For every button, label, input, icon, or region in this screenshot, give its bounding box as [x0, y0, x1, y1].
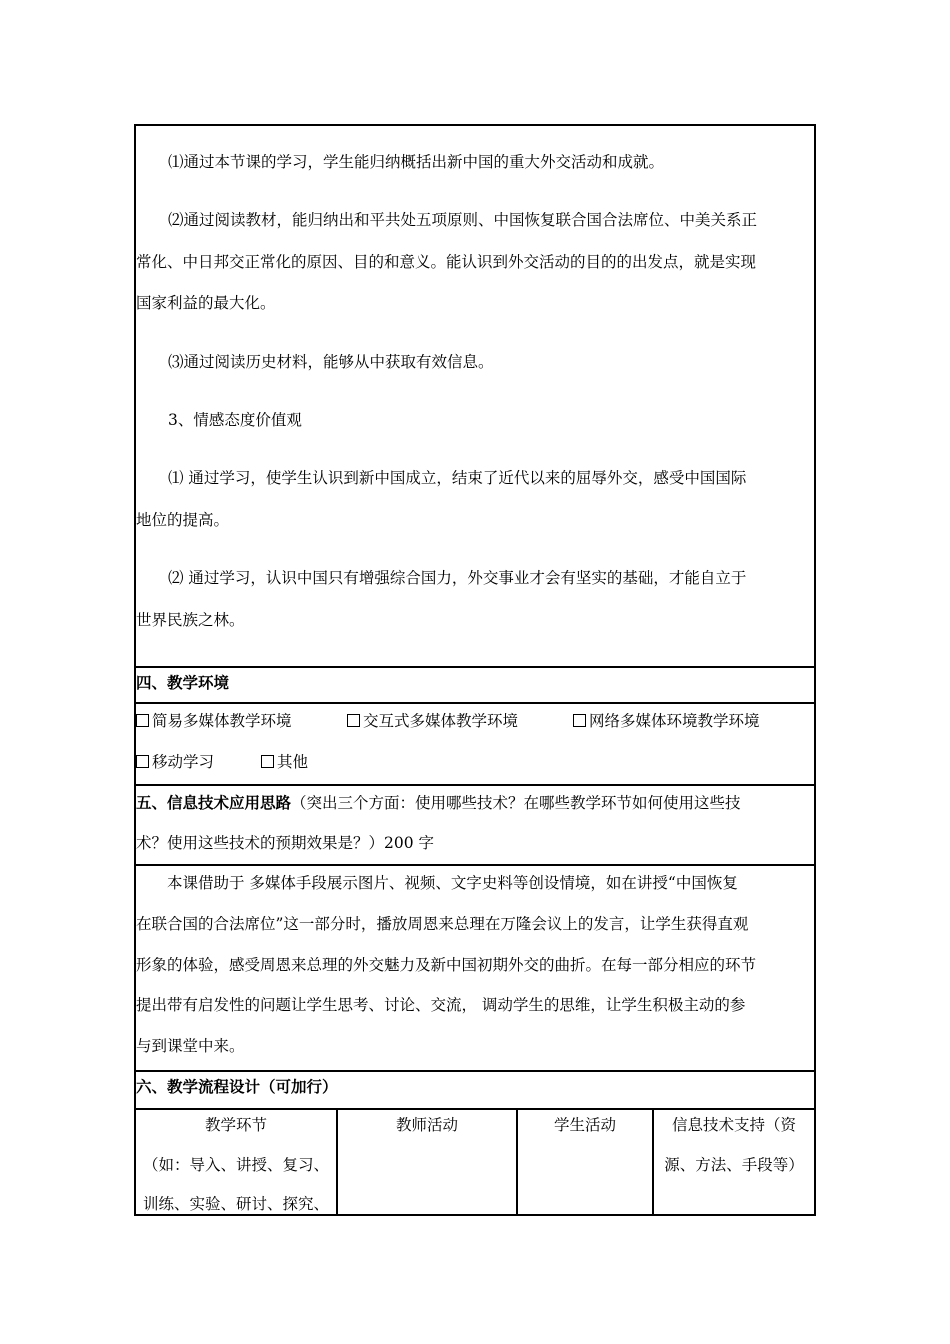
attitude-1-line-b: 地位的提高。: [136, 511, 230, 529]
section5-title-line-a: 五、信息技术应用思路（突出三个方面：使用哪些技术？在哪些教学环节如何使用这些技: [136, 793, 741, 812]
section-3-heading: 3、情感态度价值观: [168, 411, 302, 429]
objectives-row: [135, 125, 815, 667]
flow-col1-line-2: （如：导入、讲授、复习、: [142, 1156, 329, 1174]
flow-col-it-support: [654, 1110, 814, 1214]
env-option-other[interactable]: 其他: [261, 753, 308, 772]
section5-body-line-3: 形象的体验，感受周恩来总理的外交魅力及新中国初期外交的曲折。在每一部分相应的环节: [136, 956, 757, 974]
flow-col-teacher-activity: [338, 1110, 516, 1214]
flow-col2-label: 教师活动: [395, 1116, 458, 1134]
section5-body-line-5: 与到课堂中来。: [136, 1037, 245, 1055]
checkbox-icon[interactable]: [136, 714, 149, 727]
attitude-1-line-a: ⑴ 通过学习，使学生认识到新中国成立，结束了近代以来的屈辱外交，感受中国国际: [168, 469, 747, 487]
section5-body-line-2: 在联合国的合法席位”这一部分时，播放周恩来总理在万隆会议上的发言，让学生获得直观: [136, 915, 749, 933]
checkbox-icon[interactable]: [261, 755, 274, 768]
section4-options-row: [135, 703, 815, 785]
env-option-mobile[interactable]: 移动学习: [136, 753, 214, 772]
lesson-plan-table: [134, 124, 816, 1216]
section5-body-row: [135, 865, 815, 1071]
objective-3: ⑶通过阅读历史材料，能够从中获取有效信息。: [168, 353, 494, 371]
flow-col-student-activity: [518, 1110, 652, 1214]
flow-col3-label: 学生活动: [553, 1116, 616, 1134]
flow-header-row: [135, 1109, 815, 1215]
section4-title-row: [135, 667, 815, 703]
flow-col-teaching-stage: [136, 1110, 336, 1214]
flow-col4-line-1: 信息技术支持（资: [671, 1116, 796, 1134]
objectives-cell: [136, 126, 814, 666]
section5-body-line-4: 提出带有启发性的问题让学生思考、讨论、交流， 调动学生的思维，让学生积极主动的参: [136, 996, 746, 1014]
attitude-2-line-b: 世界民族之林。: [136, 611, 245, 629]
objective-1: ⑴通过本节课的学习，学生能归纳概括出新中国的重大外交活动和成就。: [168, 153, 665, 171]
objective-2-line-a: ⑵通过阅读教材，能归纳出和平共处五项原则、中国恢复联合国合法席位、中美关系正: [168, 211, 758, 229]
checkbox-icon[interactable]: [347, 714, 360, 727]
env-option-interactive[interactable]: 交互式多媒体教学环境: [347, 712, 518, 731]
checkbox-icon[interactable]: [573, 714, 586, 727]
section6-title-row: [135, 1071, 815, 1109]
objective-2-line-c: 国家利益的最大化。: [136, 294, 276, 312]
env-option-simple[interactable]: 简易多媒体教学环境: [136, 712, 292, 731]
section5-title-row: [135, 785, 815, 865]
flow-col1-line-3: 训练、实验、研讨、探究、: [142, 1195, 329, 1213]
env-option-network[interactable]: 网络多媒体环境教学环境: [573, 712, 760, 731]
section6-title: 六、教学流程设计（可加行）: [136, 1077, 338, 1096]
attitude-2-line-a: ⑵ 通过学习，认识中国只有增强综合国力，外交事业才会有坚实的基础，才能自立于: [168, 569, 747, 587]
section4-title: 四、教学环境: [136, 673, 230, 692]
section5-body-line-1: 本课借助于 多媒体手段展示图片、视频、文字史料等创设情境，如在讲授“中国恢复: [136, 874, 738, 892]
objective-2-line-b: 常化、中日邦交正常化的原因、目的和意义。能认识到外交活动的目的的出发点，就是实现: [136, 253, 757, 271]
flow-col4-line-2: 源、方法、手段等）: [664, 1156, 804, 1174]
section5-title-line-b: 术？使用这些技术的预期效果是？）200 字: [136, 834, 435, 852]
flow-col1-line-1: 教学环节: [204, 1116, 267, 1134]
checkbox-icon[interactable]: [136, 755, 149, 768]
